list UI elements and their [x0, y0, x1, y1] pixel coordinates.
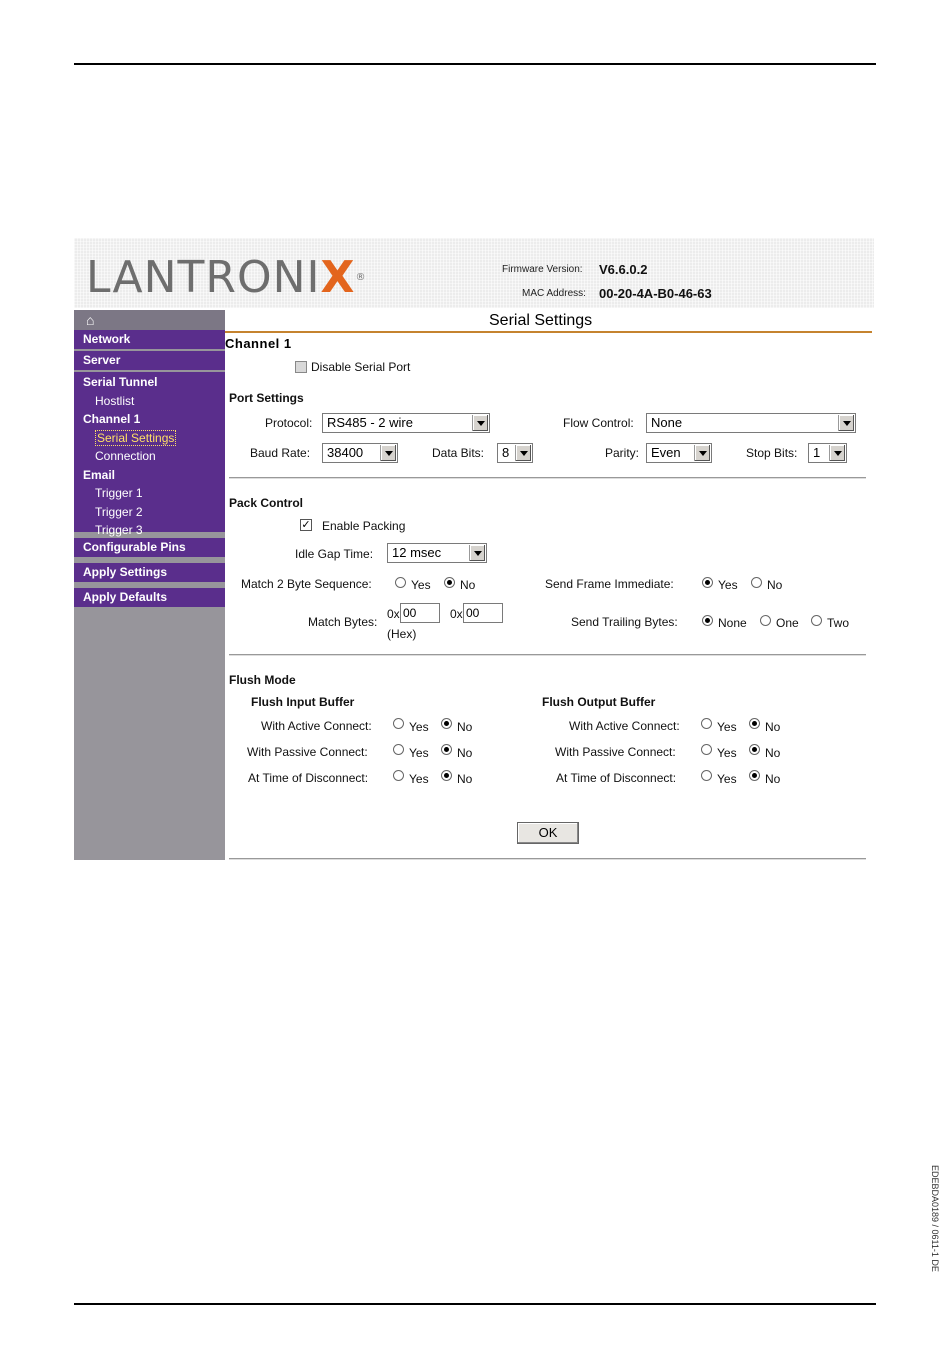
- document-code-text: EDEBDA0189 / 0611-1 DE: [930, 1165, 940, 1272]
- in-passive-no-label: No: [457, 746, 473, 760]
- send-frame-no-radio[interactable]: [751, 577, 762, 588]
- in-passive-yes-radio[interactable]: [393, 744, 404, 755]
- flush-input-heading: Flush Input Buffer: [251, 695, 355, 709]
- in-active-yes-label: Yes: [409, 720, 429, 734]
- protocol-select[interactable]: RS485 - 2 wire: [322, 413, 490, 433]
- out-active-yes-radio[interactable]: [701, 718, 712, 729]
- match-byte2-input[interactable]: 00: [463, 603, 503, 623]
- chevron-down-icon[interactable]: [829, 445, 845, 461]
- port-settings-heading: Port Settings: [229, 391, 304, 405]
- main-content: [225, 310, 874, 860]
- match2-label: Match 2 Byte Sequence:: [241, 577, 372, 591]
- parity-label: Parity:: [605, 446, 640, 460]
- nav-apply-settings[interactable]: Apply Settings: [74, 563, 225, 582]
- section-divider: [229, 654, 866, 656]
- device-server-screenshot: [74, 238, 874, 860]
- baud-rate-label: Baud Rate:: [250, 446, 311, 460]
- send-frame-yes-radio[interactable]: [702, 577, 713, 588]
- match-byte2-prefix: 0x: [450, 607, 463, 621]
- nav-serial-tunnel[interactable]: Serial Tunnel: [83, 375, 158, 389]
- in-disconnect-yes-label: Yes: [409, 772, 429, 786]
- firmware-value: V6.6.0.2: [599, 262, 648, 277]
- trailing-one-radio[interactable]: [760, 615, 771, 626]
- page-top-rule: [74, 63, 876, 65]
- nav-email[interactable]: Email: [83, 467, 116, 482]
- mac-label: MAC Address:: [522, 288, 586, 299]
- pack-control-heading: Pack Control: [229, 496, 304, 510]
- protocol-label: Protocol:: [265, 416, 313, 430]
- nav-connection[interactable]: Connection: [95, 449, 156, 463]
- out-active-no-label: No: [765, 720, 781, 734]
- chevron-down-icon[interactable]: [515, 445, 531, 461]
- in-disconnect-no-label: No: [457, 772, 473, 786]
- enable-packing-label: Enable Packing: [322, 519, 406, 533]
- data-bits-label: Data Bits:: [432, 446, 485, 460]
- send-trailing-label: Send Trailing Bytes:: [571, 615, 678, 629]
- match-byte1-prefix: 0x: [387, 607, 400, 621]
- in-disconnect-no-radio[interactable]: [441, 770, 452, 781]
- idle-gap-select[interactable]: 12 msec: [387, 543, 487, 563]
- nav-server[interactable]: Server: [74, 351, 225, 370]
- section-divider: [229, 477, 866, 479]
- nav-channel-1[interactable]: Channel 1: [83, 412, 141, 426]
- nav-serial-settings[interactable]: Serial Settings: [97, 430, 175, 445]
- page-title: Serial Settings: [489, 312, 593, 329]
- chevron-down-icon[interactable]: [694, 445, 710, 461]
- out-active-label: With Active Connect:: [569, 719, 680, 733]
- idle-gap-label: Idle Gap Time:: [295, 547, 374, 561]
- in-disconnect-label: At Time of Disconnect:: [248, 771, 369, 785]
- out-passive-no-radio[interactable]: [749, 744, 760, 755]
- data-bits-select[interactable]: 8: [497, 443, 533, 463]
- flow-control-label: Flow Control:: [563, 416, 634, 430]
- in-disconnect-yes-radio[interactable]: [393, 770, 404, 781]
- match-byte1-input[interactable]: 00: [400, 603, 440, 623]
- nav-network[interactable]: Network: [74, 330, 225, 349]
- flush-mode-heading: Flush Mode: [229, 673, 296, 687]
- out-disconnect-yes-radio[interactable]: [701, 770, 712, 781]
- match2-yes-radio[interactable]: [395, 577, 406, 588]
- in-passive-label: With Passive Connect:: [247, 745, 368, 759]
- send-frame-label: Send Frame Immediate:: [545, 577, 674, 591]
- nav-home[interactable]: [74, 310, 225, 330]
- match-bytes-label: Match Bytes:: [308, 615, 378, 629]
- title-divider: [225, 331, 872, 333]
- flush-output-heading: Flush Output Buffer: [542, 695, 656, 709]
- chevron-down-icon[interactable]: [469, 545, 485, 561]
- out-passive-label: With Passive Connect:: [555, 745, 676, 759]
- out-disconnect-no-radio[interactable]: [749, 770, 760, 781]
- trailing-none-label: None: [718, 616, 747, 630]
- parity-select[interactable]: Even: [646, 443, 712, 463]
- in-passive-yes-label: Yes: [409, 746, 429, 760]
- document-code: [920, 1165, 950, 1315]
- out-disconnect-yes-label: Yes: [717, 772, 737, 786]
- chevron-down-icon[interactable]: [380, 445, 396, 461]
- stop-bits-select[interactable]: 1: [808, 443, 847, 463]
- trailing-none-radio[interactable]: [702, 615, 713, 626]
- nav-trigger-2[interactable]: Trigger 2: [95, 504, 143, 519]
- in-active-label: With Active Connect:: [261, 719, 372, 733]
- stop-bits-label: Stop Bits:: [746, 446, 798, 460]
- out-active-no-radio[interactable]: [749, 718, 760, 729]
- match2-no-label: No: [460, 578, 476, 592]
- out-active-yes-label: Yes: [717, 720, 737, 734]
- disable-serial-port-checkbox[interactable]: [295, 361, 307, 373]
- sidebar: [74, 310, 225, 860]
- baud-rate-select[interactable]: 38400: [322, 443, 398, 463]
- out-disconnect-no-label: No: [765, 772, 781, 786]
- page-bottom-rule: [74, 1303, 876, 1305]
- flow-control-select[interactable]: None: [646, 413, 856, 433]
- send-frame-yes-label: Yes: [718, 578, 738, 592]
- trailing-one-label: One: [776, 616, 799, 630]
- ok-button[interactable]: OK: [517, 822, 579, 844]
- disable-serial-port-label: Disable Serial Port: [311, 360, 411, 374]
- firmware-label: Firmware Version:: [502, 264, 583, 275]
- nav-configurable-pins[interactable]: Configurable Pins: [74, 538, 225, 557]
- match2-no-radio[interactable]: [444, 577, 455, 588]
- hex-note: (Hex): [387, 627, 417, 641]
- out-passive-yes-radio[interactable]: [701, 744, 712, 755]
- out-passive-yes-label: Yes: [717, 746, 737, 760]
- channel-heading: Channel 1: [225, 336, 292, 351]
- bottom-divider: [229, 858, 866, 860]
- nav-trigger-1[interactable]: Trigger 1: [95, 486, 143, 500]
- home-icon[interactable]: ⌂: [86, 312, 95, 328]
- trailing-two-label: Two: [827, 616, 850, 630]
- in-active-no-radio[interactable]: [441, 718, 452, 729]
- out-passive-no-label: No: [765, 746, 781, 760]
- out-disconnect-label: At Time of Disconnect:: [556, 771, 677, 785]
- trailing-two-radio[interactable]: [811, 615, 822, 626]
- nav-apply-defaults[interactable]: Apply Defaults: [74, 588, 225, 607]
- lantronix-logo: LANTRONIX®: [86, 252, 367, 303]
- enable-packing-checkbox[interactable]: ✓: [301, 519, 311, 531]
- nav-group-serial: [74, 372, 225, 537]
- in-active-no-label: No: [457, 720, 473, 734]
- mac-value: 00-20-4A-B0-46-63: [599, 286, 712, 301]
- chevron-down-icon[interactable]: [838, 415, 854, 431]
- nav-hostlist[interactable]: Hostlist: [95, 393, 135, 408]
- in-active-yes-radio[interactable]: [393, 718, 404, 729]
- match2-yes-label: Yes: [411, 578, 431, 592]
- header-banner: [74, 238, 874, 308]
- nav-trigger-3[interactable]: Trigger 3: [95, 523, 143, 537]
- chevron-down-icon[interactable]: [472, 415, 488, 431]
- in-passive-no-radio[interactable]: [441, 744, 452, 755]
- send-frame-no-label: No: [767, 578, 783, 592]
